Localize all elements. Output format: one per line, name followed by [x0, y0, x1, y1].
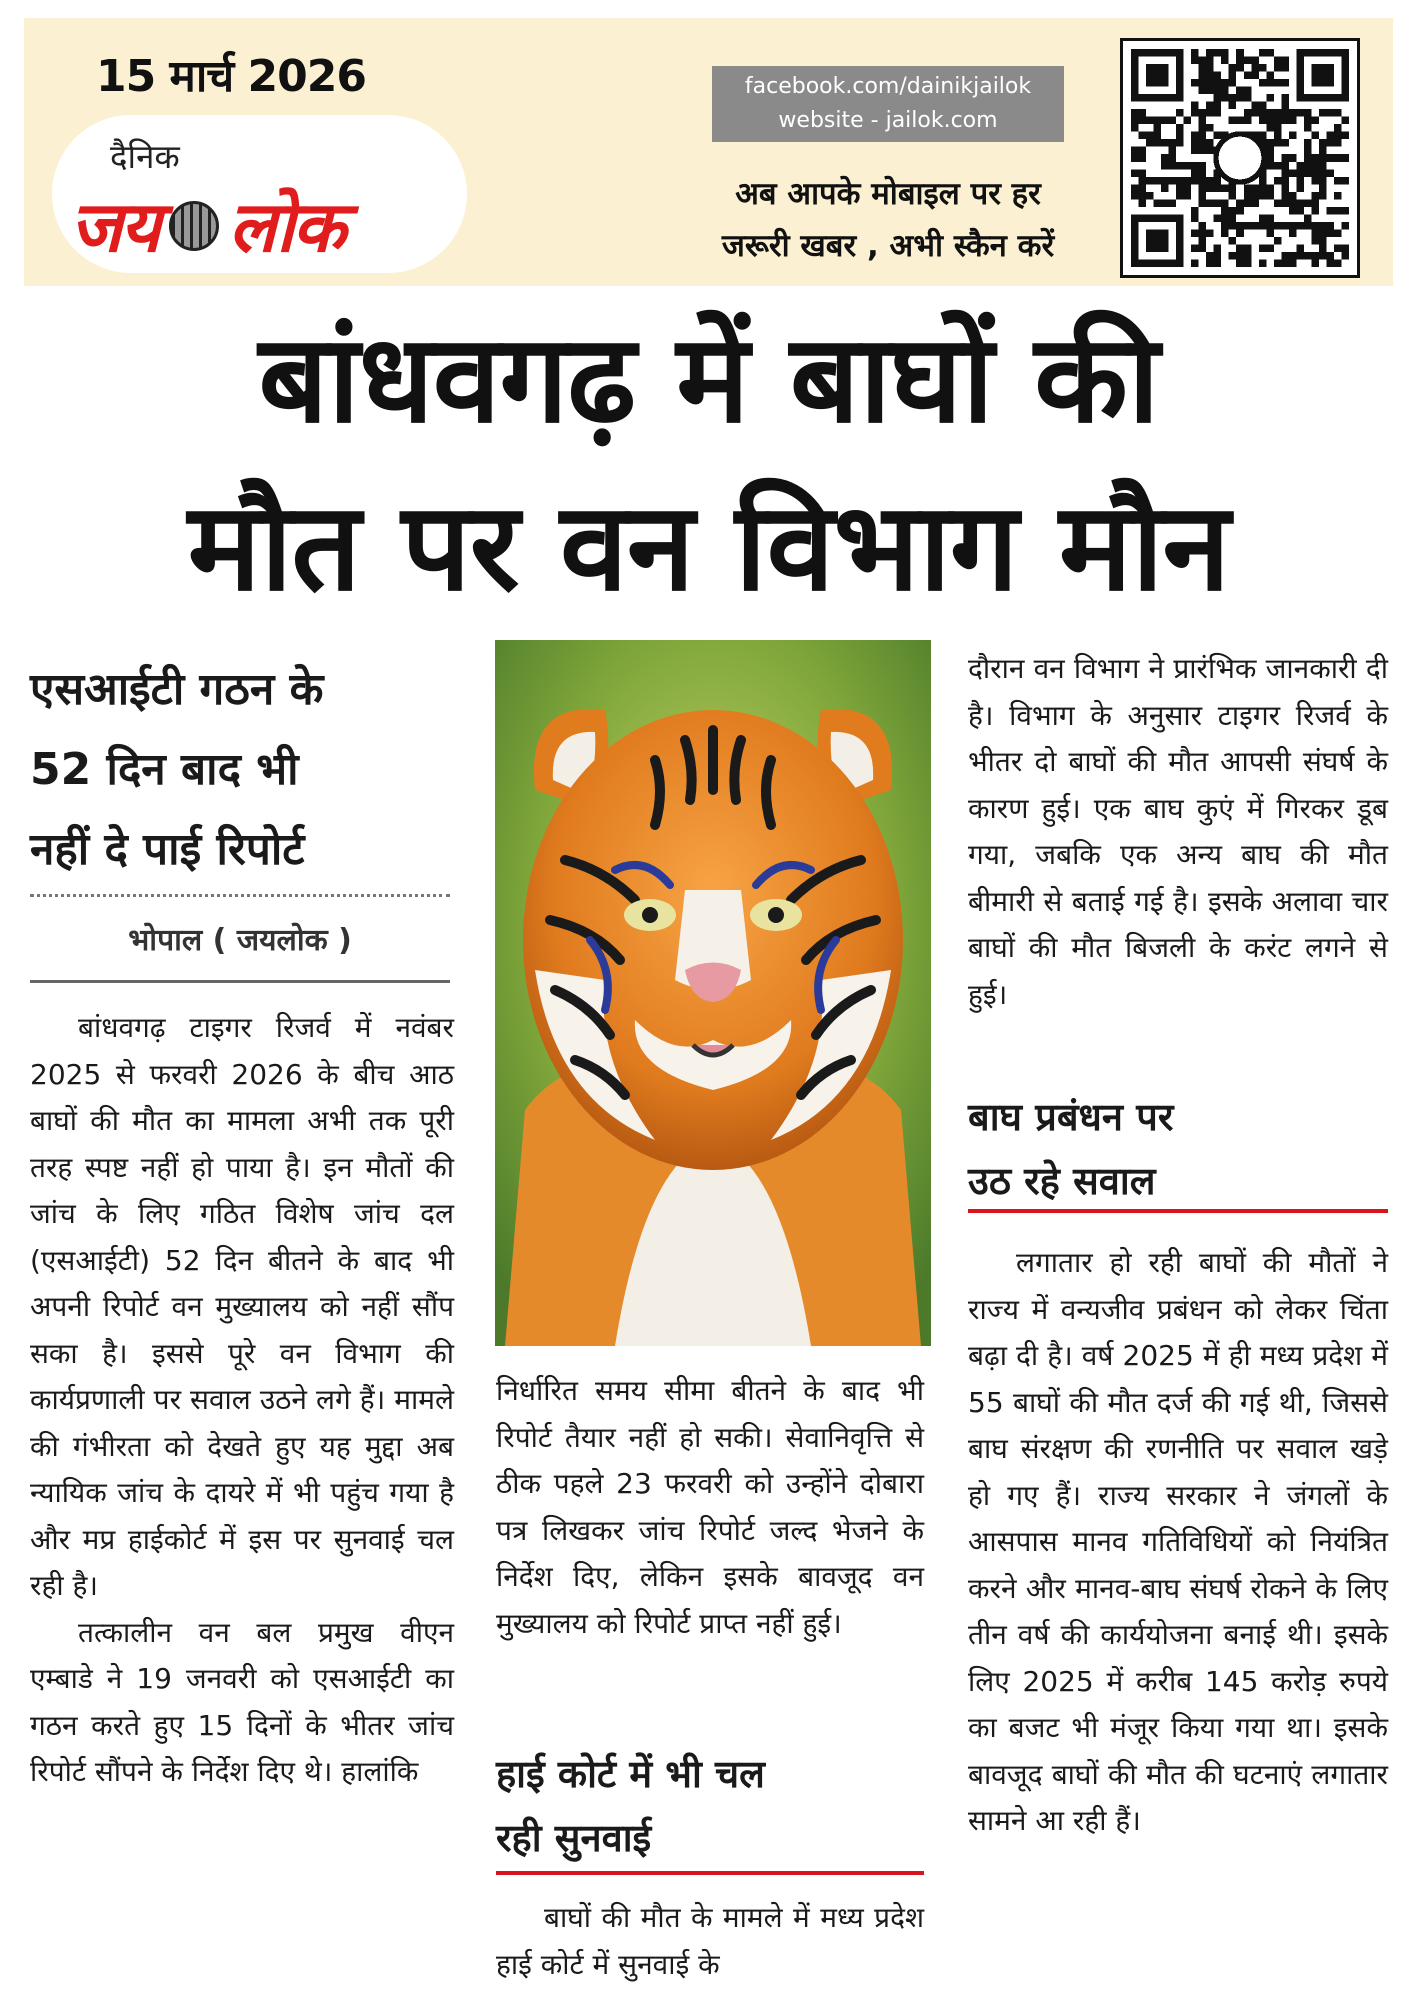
issue-date: 15 मार्च 2026: [96, 51, 366, 102]
scan-tagline: [696, 168, 1080, 272]
article-column-right: [968, 646, 1388, 1018]
section-heading-tiger-management: [968, 1085, 1388, 1213]
logo-dainik: दैनिक: [110, 137, 180, 176]
tiger-photo: [495, 640, 931, 1346]
article-column-left: [30, 1005, 454, 1796]
logo-word-lok: लोक: [228, 186, 344, 268]
article-column-right-continued: [968, 1240, 1388, 1845]
headline-line-1: बांधवगढ़ में बाघों की: [258, 308, 1159, 450]
section-heading-line-2: उठ रहे सवाल: [968, 1159, 1156, 1203]
red-divider: [968, 1209, 1388, 1213]
logo-word-jai: जय: [70, 186, 159, 268]
article-paragraph: दौरान वन विभाग ने प्रारंभिक जानकारी दी है। विभाग के अनुसार टाइगर रिजर्व के भीतर दो बाघों की मौत आपसी संघर्ष के कारण हुई। एक बाघ कुएं में गिरकर डूब गया, जबकि एक अन्य बाघ की मौत बीमारी से बताई गई है। इसके अलावा चार बाघों की मौत बिजली के करंट लगने से हुई।: [968, 652, 1388, 1011]
subheadline-line-3: नहीं दे पाई रिपोर्ट: [30, 824, 305, 875]
main-headline: [0, 295, 1417, 631]
section-heading-line-2: रही सुनवाई: [496, 1816, 652, 1860]
section-heading-high-court: [496, 1742, 926, 1870]
article-paragraph: निर्धारित समय सीमा बीतने के बाद भी रिपोर्ट तैयार नहीं हो सकी। सेवानिवृत्ति से ठीक पहले 23 फरवरी को उन्होंने दोबारा पत्र लिखकर जांच रिपोर्ट जल्द भेजने के निर्देश दिए, लेकिन इसके बावजूद वन मुख्यालय को रिपोर्ट प्राप्त नहीं हुई।: [496, 1374, 924, 1640]
article-paragraph: बांधवगढ़ टाइगर रिजर्व में नवंबर 2025 से फरवरी 2026 के बीच आठ बाघों की मौत का मामला अभी तक पूरी तरह स्पष्ट नहीं हो पाया है। इन मौतों की जांच के लिए गठित विशेष जांच दल (एसआईटी) 52 दिन बीतने के बाद भी अपनी रिपोर्ट वन मुख्यालय को नहीं सौंप सका है। इससे पूरे वन विभाग की कार्यप्रणाली पर सवाल उठने लगे हैं। मामले की गंभीरता को देखते हुए यह मुद्दा अब न्यायिक जांच के दायरे में भी पहुंच गया है और मप्र हाईकोर्ट में इस पर सुनवाई चल रही है।: [30, 1011, 454, 1602]
globe-icon: [169, 201, 219, 251]
subheadline-line-1: एसआईटी गठन के: [30, 664, 324, 715]
masthead: [24, 18, 1393, 286]
article-column-middle: [496, 1368, 924, 1647]
article-paragraph: तत्कालीन वन बल प्रमुख वीएन एम्बाडे ने 19 जनवरी को एसआईटी का गठन करते हुए 15 दिनों के भीतर जांच रिपोर्ट सौंपने के निर्देश दिए थे। हालांकि: [30, 1615, 454, 1788]
headline-line-2: मौत पर वन विभाग मौन: [187, 476, 1230, 618]
qr-code[interactable]: [1120, 38, 1360, 278]
article-paragraph: बाघों की मौत के मामले में मध्य प्रदेश हाई कोर्ट में सुनवाई के: [496, 1901, 924, 1981]
website-link[interactable]: website - jailok.com: [778, 108, 998, 133]
social-links-box: [712, 66, 1064, 142]
tagline-line-1: अब आपके मोबाइल पर हर: [735, 176, 1041, 212]
article-paragraph: लगातार हो रही बाघों की मौतों ने राज्य में वन्यजीव प्रबंधन को लेकर चिंता बढ़ा दी है। वर्ष 2025 में ही मध्य प्रदेश में 55 बाघों की मौत दर्ज की गई थी, जिससे बाघ संरक्षण की रणनीति पर सवाल खड़े हो गए हैं। राज्य सरकार ने जंगलों के आसपास मानव गतिविधियों को नियंत्रित करने और मानव-बाघ संघर्ष रोकने के लिए तीन वर्ष की कार्ययोजना बनाई थी। इसके लिए 2025 में करीब 145 करोड़ रुपये का बजट भी मंजूर किया गया था। इसके बावजूद बाघों की मौत की घटनाएं लगातार सामने आ रही हैं।: [968, 1246, 1388, 1837]
newspaper-logo: [70, 176, 344, 272]
dotted-divider: [30, 894, 450, 897]
section-heading-line-1: हाई कोर्ट में भी चल: [496, 1752, 765, 1796]
facebook-link[interactable]: facebook.com/dainikjailok: [744, 74, 1032, 99]
tiger-illustration: [495, 640, 931, 1346]
sub-headline: [30, 650, 460, 890]
qr-code-icon: [1131, 49, 1349, 267]
section-heading-line-1: बाघ प्रबंधन पर: [968, 1095, 1174, 1139]
dateline-divider: [30, 980, 450, 983]
subheadline-line-2: 52 दिन बाद भी: [30, 744, 299, 795]
tagline-line-2: जरूरी खबर , अभी स्कैन करें: [721, 228, 1055, 264]
whatsapp-icon: [1216, 134, 1264, 182]
article-column-middle-continued: [496, 1895, 924, 1988]
red-divider: [496, 1871, 924, 1875]
dateline: भोपाल ( जयलोक ): [128, 923, 352, 958]
